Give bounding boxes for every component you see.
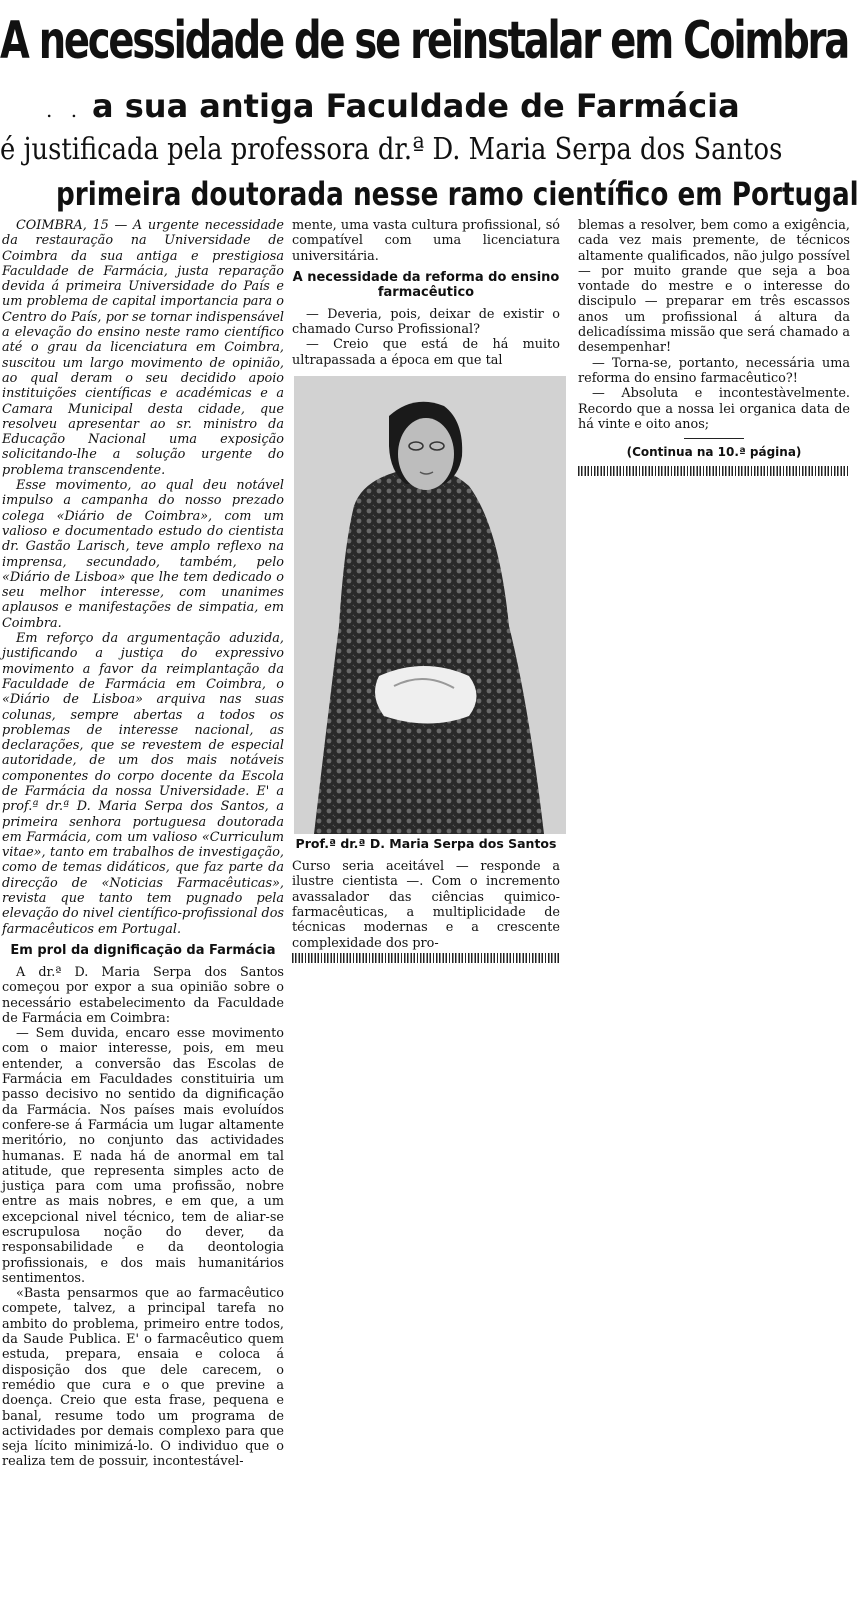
subheading: A necessidade da reforma do ensino farmacêutico — [292, 269, 560, 300]
paragraph: — Deveria, pois, deixar de existir o chamado Curso Profissional? — [292, 306, 560, 338]
paragraph: — Creio que está de há muito ultrapassada a época em que tal — [292, 337, 560, 368]
portrait-photo — [294, 376, 566, 834]
paragraph: — Torna-se, portanto, necessária uma reforma do ensino farmacêutico?! — [578, 355, 850, 386]
paragraph: blemas a resolver, bem como a exigência, cada vez mais premente, de técnicos altamente qualificados, não julgo possível — por muito grande que seja a boa vontade do mestre e o interesse do discipulo — preparar em três escassos anos um profissional á altura da delicadíssima missão que será chamado a desempenhar! — [578, 218, 850, 356]
column-end-rule — [578, 466, 850, 476]
paragraph: Esse movimento, ao qual deu notável impulso a campanha do nosso prezado colega «Diário de Coimbra», com um valioso e documentado estudo do cientista dr. Gastão Larisch, teve amplo reflexo na imprensa, secundado, também, pelo «Diário de Lisboa» que lhe tem dedicado o seu melhor interesse, com unanimes aplausos e manifestações de simpatia, em Coimbra. — [2, 478, 284, 631]
paragraph: Em reforço da argumentação aduzida, justificando a justiça do expressivo movimento a favor da reimplantação da Faculdade de Farmácia em Coimbra, o «Diário de Lisboa» arquiva nas suas colunas, sempre abertas a todos os problemas de interesse nacional, as declarações, que se revestem de especial autoridade, de um dos mais notáveis componentes do corpo docente da Escola de Farmácia da nossa Universidade. E' a prof.ª dr.ª D. Maria Serpa dos Santos, a primeira senhora portuguesa doutorada em Farmácia, com um valioso «Curriculum vitae», tanto em trabalhos de investigação, como de temas didáticos, que faz parte da direcção de «Noticias Farmacêuticas», revista que tanto tem pugnado pela elevação do nivel científico-profissional dos farmacêuticos em Portugal. — [2, 631, 284, 937]
paragraph: — Absoluta e incontestàvelmente. Recordo que a nossa lei organica data de há vinte e oito anos; — [578, 386, 850, 432]
separator-rule — [684, 438, 744, 439]
headline-second-line: a sua antiga Faculdade de Farmácia — [92, 87, 740, 125]
photo-caption: Prof.ª dr.ª D. Maria Serpa dos Santos — [295, 836, 557, 852]
portrait-illustration — [294, 376, 566, 834]
paragraph: — Sem duvida, encaro esse movimento com o maior interesse, pois, em meu entender, a conversão das Escolas de Farmácia em Faculdades constituiria um passo decisivo no sentido da dignificação da Farmácia. Nos países mais evoluídos confere-se á Farmácia um lugar altamente meritório, no conjunto das actividades humanas. E nada há de anormal em tal atitude, que representa simples acto de justiça para com uma profissão, nobre entre as mais nobres, e em que, a um excepcional nivel técnico, tem de aliar-se escrupulosa noção do dever, da responsabilidade e da deontologia profissionais, e dos mais humanitários sentimentos. — [2, 1026, 284, 1286]
paragraph: mente, uma vasta cultura profissional, só compatível com uma licenciatura universitária. — [292, 218, 560, 264]
column-end-rule — [292, 953, 560, 963]
headline-third-line: é justificada pela professora dr.ª D. Maria Serpa dos Santos — [0, 132, 783, 167]
paragraph: A dr.ª D. Maria Serpa dos Santos começou por expor a sua opinião sobre o necessário estabelecimento da Faculdade de Farmácia em Coimbra: — [2, 964, 284, 1026]
column-3 — [578, 218, 850, 476]
ink-specks: . . — [46, 98, 84, 122]
paragraph: Curso seria aceitável — responde a ilustre cientista —. Com o incremento avassalador das ciências quimico-farmacêuticas, a multiplicidade de técnicas modernas e a crescente complexidade dos pro- — [292, 859, 560, 951]
headline-main: A necessidade de se reinstalar em Coimbra — [0, 11, 849, 71]
paragraph: «Basta pensarmos que ao farmacêutico compete, talvez, a principal tarefa no ambito do problema, primeiro entre todos, da Saude Publica. E' o farmacêutico quem estuda, prepara, ensaia e coloca á disposição dos que dele carecem, o remédio que cura e o que previne a doença. Creio que esta frase, pequena e banal, resume todo um programa de actividades por demais complexo para que seja lícito minimizá-lo. O individuo que o realiza tem de possuir, incontestável- — [2, 1286, 284, 1470]
column-2 — [292, 218, 560, 963]
subheading: Em prol da dignificação da Farmácia — [10, 942, 276, 958]
paragraph: COIMBRA, 15 — A urgente necessidade da restauração na Universidade de Coimbra da sua antiga e prestigiosa Faculdade de Farmácia, justa reparação devida á primeira Universidade do País e um problema de capital importancia para o Centro do País, por se tornar indispensável a elevação do ensino neste ramo científico até o grau da licenciatura em Coimbra, suscitou um largo movimento de opinião, ao qual deram o seu decidido apoio instituições científicas e académicas e a Camara Municipal desta cidade, que resolveu apresentar ao sr. ministro da Educação Nacional uma exposição solicitando-lhe a solução urgente do problema transcendente. — [2, 218, 284, 478]
column-1 — [2, 218, 284, 1470]
continued-note: (Continua na 10.ª página) — [626, 445, 802, 460]
headline-fourth-line: primeira doutorada nesse ramo científico em Portugal — [56, 175, 859, 213]
